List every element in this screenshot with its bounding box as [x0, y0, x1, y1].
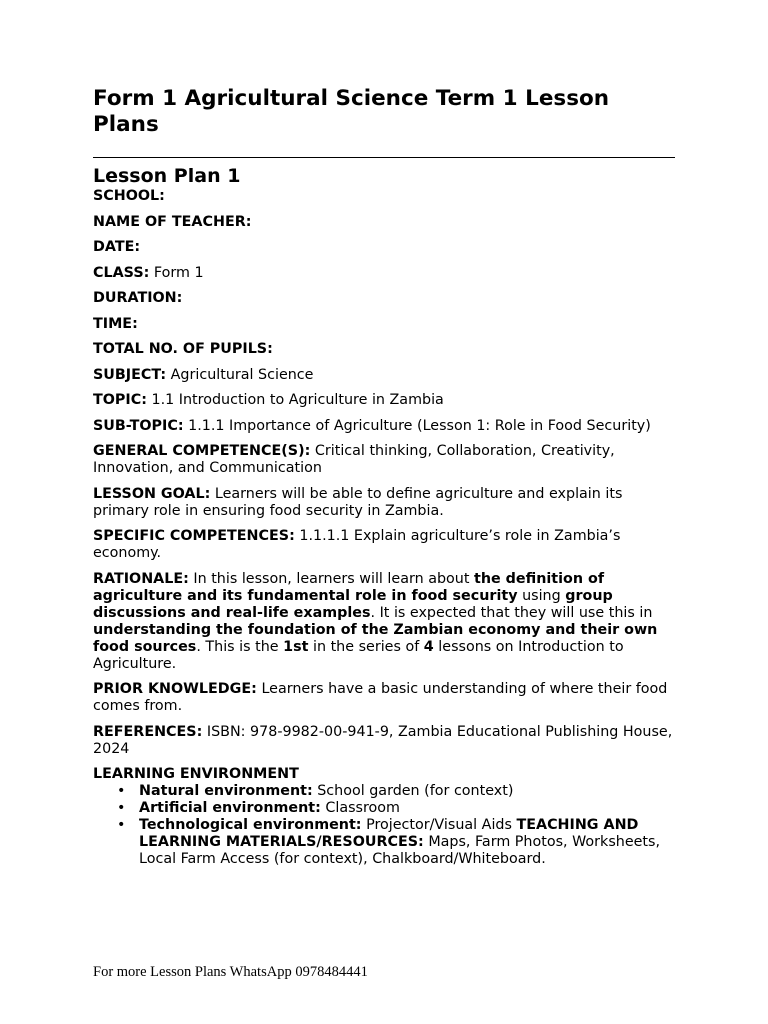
field-class: CLASS: Form 1: [93, 264, 204, 281]
field-duration: DURATION:: [93, 290, 183, 306]
field-topic: TOPIC: 1.1 Introduction to Agriculture in Zambia: [93, 392, 444, 408]
list-item-natural: • Natural environment: School garden (for context): [139, 783, 675, 800]
field-pupils: TOTAL NO. OF PUPILS:: [93, 341, 273, 357]
field-prior-knowledge: PRIOR KNOWLEDGE: Learners have a basic understanding of where their food comes from.: [93, 681, 668, 714]
field-references: REFERENCES: ISBN: 978-9982-00-941-9, Zambia Educational Publishing House, 2024: [93, 723, 673, 757]
field-time: TIME:: [93, 315, 138, 332]
page-footer: For more Lesson Plans WhatsApp 0978484441: [93, 964, 368, 980]
lesson-fields: [93, 188, 675, 868]
document-title: Form 1 Agricultural Science Term 1 Lesson Plans: [93, 86, 610, 137]
field-subtopic: SUB-TOPIC: 1.1.1 Importance of Agriculture (Lesson 1: Role in Food Security): [93, 417, 651, 434]
field-general-competence: GENERAL COMPETENCE(S): Critical thinking, Collaboration, Creativity, Innovation, and Communication: [93, 443, 615, 476]
field-teacher: NAME OF TEACHER:: [93, 213, 252, 230]
list-item-artificial: • Artificial environment: Classroom: [139, 800, 675, 817]
learning-environment-heading: LEARNING ENVIRONMENT: [93, 766, 299, 782]
field-rationale: RATIONALE: In this lesson, learners will learn about the definition of agriculture and its fundamental role in food security using group discussions and real-life examples. It is expected that they will use this in understanding the foundation of the Zambian economy and their own food sources. This is the 1st in the series of 4 lessons on Introduction to Agriculture.: [93, 570, 658, 672]
lesson-heading: Lesson Plan 1: [93, 165, 241, 187]
field-date: DATE:: [93, 239, 141, 255]
field-school: SCHOOL:: [93, 188, 165, 204]
list-item-technological: • Technological environment: Projector/Visual Aids TEACHING AND LEARNING MATERIALS/RESOURCES: Maps, Farm Photos, Worksheets, Local Farm Access (for context), Chalkboard/Whiteboard.: [139, 817, 675, 868]
field-specific-competences: SPECIFIC COMPETENCES: 1.1.1.1 Explain agriculture’s role in Zambia’s economy.: [93, 528, 621, 561]
field-subject: SUBJECT: Agricultural Science: [93, 366, 314, 383]
horizontal-rule: [93, 157, 675, 158]
field-lesson-goal: LESSON GOAL: Learners will be able to define agriculture and explain its primary role in ensuring food security in Zambia.: [93, 485, 623, 519]
learning-environment-list: [93, 783, 675, 868]
